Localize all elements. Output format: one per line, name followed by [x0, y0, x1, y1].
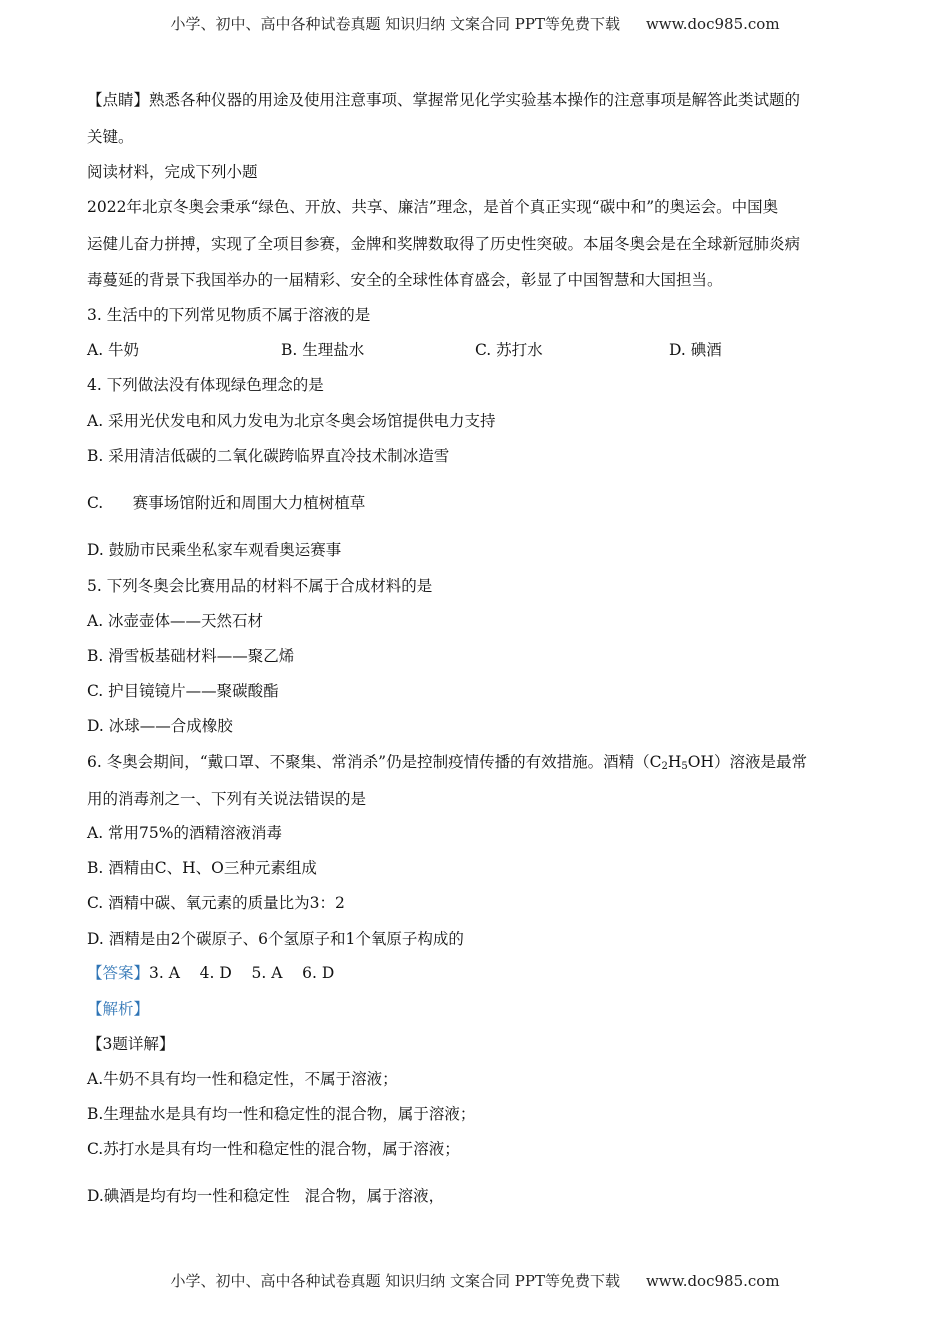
- footer-text: 小学、初中、高中各种试卷真题 知识归纳 文案合同 PPT等免费下载: [170, 1272, 620, 1290]
- dianjing-line-2: 关键。: [87, 128, 134, 146]
- reading-intro: 阅读材料，完成下列小题: [87, 163, 258, 181]
- q6-sub-2: 2: [661, 761, 668, 772]
- q5-option-d: D. 冰球——合成橡胶: [87, 717, 233, 735]
- detail3-a: A.牛奶不具有均一性和稳定性，不属于溶液；: [87, 1070, 398, 1088]
- q6-stem-pre: 6. 冬奥会期间，“戴口罩、不聚集、常消杀”仍是控制疫情传播的有效措施。酒精（C: [87, 753, 662, 771]
- q3-option-c: C. 苏打水: [475, 341, 543, 359]
- q4-option-b: B. 采用清洁低碳的二氧化碳跨临界直冷技术制冰造雪: [87, 447, 450, 465]
- page-header: [0, 13, 950, 34]
- q4-option-a: A. 采用光伏发电和风力发电为北京冬奥会场馆提供电力支持: [87, 412, 496, 430]
- q3-option-b: B. 生理盐水: [281, 341, 365, 359]
- q3-option-d: D. 碘酒: [669, 341, 722, 359]
- q4-stem: 4. 下列做法没有体现绿色理念的是: [87, 376, 324, 394]
- answer-label: 【答案】: [87, 964, 150, 982]
- detail3-c: C.苏打水是具有均一性和稳定性的混合物，属于溶液；: [87, 1140, 460, 1158]
- q4-option-d: D. 鼓励市民乘坐私家车观看奥运赛事: [87, 541, 342, 559]
- q6-option-d: D. 酒精是由2个碳原子、6个氢原子和1个氧原子构成的: [87, 930, 464, 948]
- q5-option-c: C. 护目镜镜片——聚碳酸酯: [87, 682, 279, 700]
- header-site: www.doc985.com: [645, 15, 780, 33]
- detail3-b: B.生理盐水是具有均一性和稳定性的混合物，属于溶液；: [87, 1105, 476, 1123]
- footer-site: www.doc985.com: [645, 1272, 780, 1290]
- detail3-title: 【3题详解】: [87, 1035, 175, 1053]
- q5-option-b: B. 滑雪板基础材料——聚乙烯: [87, 647, 295, 665]
- q6-option-c: C. 酒精中碳、氧元素的质量比为3：2: [87, 894, 345, 912]
- q6-stem-post: OH）溶液是最常: [687, 753, 807, 771]
- dianjing-line-1: 【点睛】熟悉各种仪器的用途及使用注意事项、掌握常见化学实验基本操作的注意事项是解答此类试题的: [87, 91, 801, 109]
- q6-stem-line-2: 用的消毒剂之一、下列有关说法错误的是: [87, 790, 367, 808]
- reading-paragraph-line-2: 运健儿奋力拼搏，实现了全项目参赛，金牌和奖牌数取得了历史性突破。本届冬奥会是在全球新冠肺炎病: [87, 235, 801, 253]
- q6-stem-h: H: [667, 753, 682, 771]
- answer-value: 3. A 4. D 5. A 6. D: [149, 964, 335, 982]
- q5-stem: 5. 下列冬奥会比赛用品的材料不属于合成材料的是: [87, 577, 433, 595]
- q5-option-a: A. 冰壶壶体——天然石材: [87, 612, 264, 630]
- header-text: 小学、初中、高中各种试卷真题 知识归纳 文案合同 PPT等免费下载: [170, 15, 620, 33]
- answer-line: [87, 963, 334, 983]
- page-footer: [0, 1270, 950, 1291]
- q3-option-a: A. 牛奶: [87, 341, 140, 359]
- q6-option-b: B. 酒精由C、H、O三种元素组成: [87, 859, 317, 877]
- q3-stem: 3. 生活中的下列常见物质不属于溶液的是: [87, 306, 371, 324]
- q6-sub-5: 5: [681, 761, 688, 772]
- reading-paragraph-line-3: 毒蔓延的背景下我国举办的一届精彩、安全的全球性体育盛会，彰显了中国智慧和大国担当。: [87, 271, 723, 289]
- detail3-d: D.碘酒是均有均一性和稳定性 混合物，属于溶液，: [87, 1187, 445, 1205]
- analysis-label: 【解析】: [87, 1000, 150, 1018]
- q6-option-a: A. 常用75%的酒精溶液消毒: [87, 824, 282, 842]
- reading-paragraph-line-1: 2022年北京冬奥会秉承“绿色、开放、共享、廉洁”理念，是首个真正实现“碳中和”的奥运会。中国奥: [87, 198, 779, 216]
- q6-stem-line-1: [87, 752, 807, 777]
- q4-option-c: C. 赛事场馆附近和周围大力植树植草: [87, 494, 366, 512]
